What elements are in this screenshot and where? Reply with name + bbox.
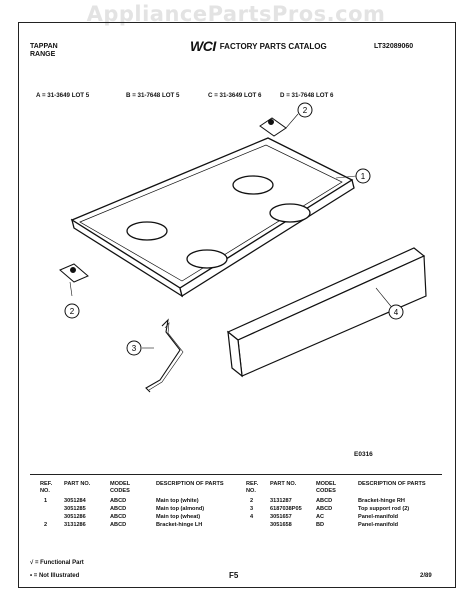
- row-part-number: 3131287: [270, 498, 292, 504]
- revision-date: 2/89: [420, 573, 432, 579]
- top-support-rod: [142, 320, 183, 392]
- callout-label: 1: [360, 172, 366, 181]
- row-model-codes: ABCD: [316, 498, 333, 504]
- row-model-codes: AC: [316, 514, 325, 520]
- burner-hole: [233, 176, 273, 194]
- catalog-title: FACTORY PARTS CATALOG: [219, 41, 327, 51]
- exploded-parts-diagram: [20, 100, 452, 440]
- model-code-d: D = 31-7648 LOT 6: [280, 92, 334, 99]
- note-functional-part: √ = Functional Part: [30, 560, 84, 566]
- row-description: Bracket-hinge LH: [156, 522, 203, 528]
- row-part-number: 3051657: [270, 514, 292, 520]
- callout-3: [127, 341, 141, 355]
- row-description: Main top (wheat): [156, 514, 201, 520]
- burner-hole: [270, 204, 310, 222]
- catalog-heading: [190, 38, 327, 54]
- model-code-a: A = 31-3649 LOT 5: [36, 92, 90, 99]
- row-ref: 2: [44, 522, 48, 528]
- col-header-ref: REF. NO.: [246, 481, 259, 494]
- col-header-part: PART NO.: [64, 481, 91, 487]
- row-model-codes: ABCD: [110, 514, 127, 520]
- callout-4: [389, 305, 403, 319]
- row-part-number: 3131286: [64, 522, 86, 528]
- callout-label: 2: [302, 106, 308, 115]
- row-model-codes: ABCD: [110, 498, 127, 504]
- col-header-model: MODEL CODES: [110, 481, 131, 494]
- drawing-code: E0316: [354, 451, 373, 458]
- row-part-number: 3051286: [64, 514, 86, 520]
- catalog-number: LT32089060: [374, 43, 414, 50]
- row-description: Bracket-hinge RH: [358, 498, 405, 504]
- row-description: Main top (almond): [156, 506, 205, 512]
- page-number: F5: [229, 571, 239, 580]
- main-top: [72, 138, 354, 296]
- row-description: Panel-manifold: [358, 522, 399, 528]
- row-description: Main top (white): [156, 498, 199, 504]
- model-code-b: B = 31-7648 LOT 5: [126, 92, 180, 99]
- row-part-number: 3051285: [64, 506, 86, 512]
- callout-2-left: [65, 304, 79, 318]
- col-header-part: PART NO.: [270, 481, 297, 487]
- col-header-desc: DESCRIPTION OF PARTS: [156, 481, 224, 487]
- burner-hole: [187, 250, 227, 268]
- row-ref: 3: [250, 506, 254, 512]
- col-header-ref: REF. NO.: [40, 481, 53, 494]
- row-model-codes: ABCD: [110, 522, 127, 528]
- row-description: Top support rod (2): [358, 506, 410, 512]
- callout-label: 2: [69, 307, 75, 316]
- row-ref: 4: [250, 514, 254, 520]
- row-part-number: 3051658: [270, 522, 292, 528]
- parts-table-right: [246, 481, 446, 561]
- col-header-model: MODEL CODES: [316, 481, 337, 494]
- watermark: AppliancePartsPros.com: [86, 2, 386, 26]
- brand-line2: RANGE: [30, 51, 56, 58]
- table-top-rule: [30, 474, 442, 475]
- row-model-codes: ABCD: [316, 506, 333, 512]
- row-ref: 2: [250, 498, 254, 504]
- row-ref: 1: [44, 498, 48, 504]
- bracket-hinge-rh: [260, 114, 298, 136]
- callout-label: 3: [131, 344, 137, 353]
- row-model-codes: BD: [316, 522, 325, 528]
- brand-line1: TAPPAN: [30, 43, 58, 50]
- callout-label: 4: [393, 308, 399, 317]
- callout-2-top: [298, 103, 312, 117]
- wci-logo: WCI: [190, 38, 216, 54]
- model-code-c: C = 31-3649 LOT 6: [208, 92, 262, 99]
- brand-block: [30, 43, 58, 59]
- row-part-number: 3051284: [64, 498, 86, 504]
- parts-table-left: [40, 481, 240, 561]
- row-description: Panel-manifold: [358, 514, 399, 520]
- row-part-number: 6187038P05: [270, 506, 302, 512]
- bracket-hinge-lh: [60, 264, 88, 296]
- burner-hole: [127, 222, 167, 240]
- row-model-codes: ABCD: [110, 506, 127, 512]
- note-not-illustrated: • = Not Illustrated: [30, 573, 80, 579]
- col-header-desc: DESCRIPTION OF PARTS: [358, 481, 426, 487]
